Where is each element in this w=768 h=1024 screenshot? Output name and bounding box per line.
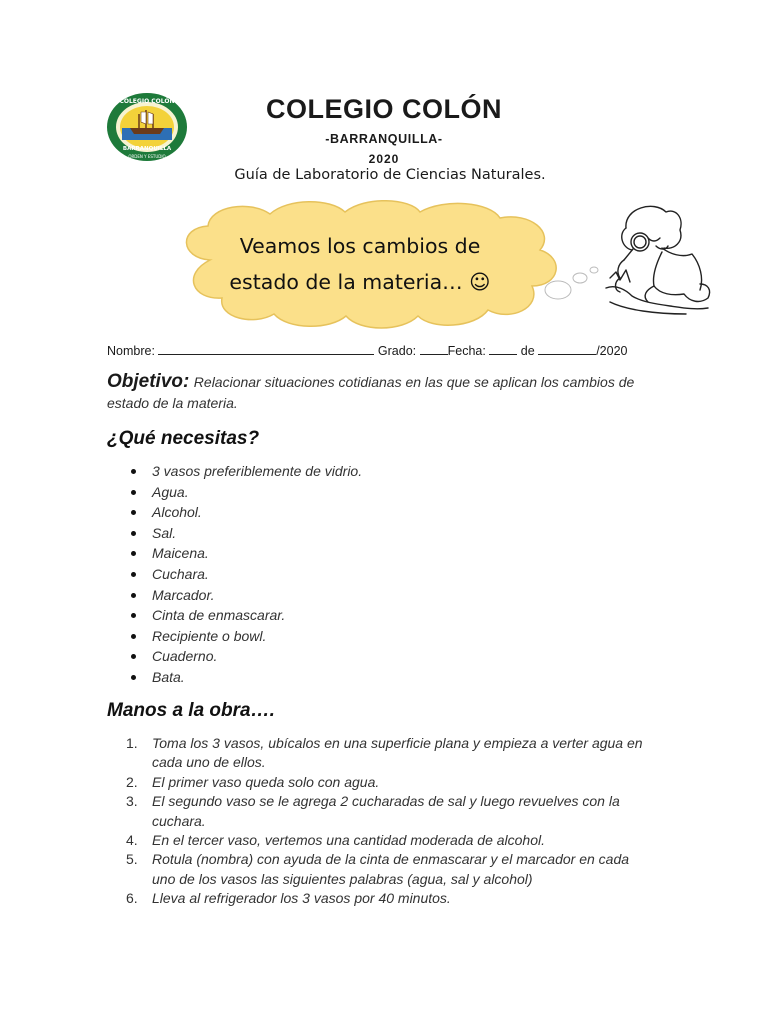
- cloud-text-line-1: Veamos los cambios de: [239, 234, 481, 258]
- step-text: El segundo vaso se le agrega 2 cucharadas de sal y luego revuelves con la cuchara.: [152, 793, 620, 829]
- step-item: [126, 734, 646, 773]
- list-item: Marcador.: [130, 585, 362, 606]
- step-number: 2.: [126, 773, 138, 790]
- step-item: [126, 850, 646, 889]
- grade-label: Grado:: [377, 344, 417, 358]
- guide-title: Guía de Laboratorio de Ciencias Naturales.: [234, 167, 546, 183]
- kid-magnifier-illustration: [596, 198, 716, 320]
- step-text: Rotula (nombra) con ayuda de la cinta de enmascarar y el marcador en cada uno de los vasos las siguientes palabras (agua, sal y alcohol): [152, 851, 630, 887]
- procedure-heading: Manos a la obra….: [107, 700, 275, 721]
- step-text: Toma los 3 vasos, ubícalos en una superficie plana y empieza a verter agua en cada uno de ellos.: [152, 735, 643, 771]
- logo-motto-text: ORDEN Y ESTUDIO: [128, 154, 166, 159]
- list-item: Cinta de enmascarar.: [130, 605, 362, 626]
- objective-label: Objetivo:: [107, 371, 190, 392]
- step-item: [126, 831, 646, 850]
- day-field[interactable]: [489, 343, 517, 355]
- month-field[interactable]: [538, 343, 596, 355]
- step-text: En el tercer vaso, vertemos una cantidad moderada de alcohol.: [152, 832, 546, 849]
- grade-field[interactable]: [420, 343, 448, 355]
- materials-list: [130, 461, 362, 688]
- objective: [107, 371, 667, 414]
- school-year: 2020: [368, 152, 400, 166]
- objective-text: Relacionar situaciones cotidianas en las que se aplican los cambios de estado de la materia.: [107, 374, 635, 411]
- year-suffix: /2020: [596, 344, 628, 358]
- list-item: Agua.: [130, 482, 362, 503]
- cloud-text-line-2: estado de la materia… ☺: [229, 270, 491, 294]
- list-item: Maicena.: [130, 543, 362, 564]
- step-item: [126, 792, 646, 831]
- name-field[interactable]: [158, 343, 374, 355]
- procedure-steps: [126, 734, 646, 909]
- step-text: El primer vaso queda solo con agua.: [152, 773, 380, 790]
- step-item: [126, 773, 646, 792]
- logo-bottom-text: BARRANQUILLA: [122, 146, 172, 152]
- de-label: de: [520, 344, 535, 358]
- step-number: 6.: [126, 890, 138, 907]
- step-number: 5.: [126, 851, 138, 868]
- step-item: [126, 889, 646, 908]
- step-number: 3.: [126, 793, 138, 810]
- date-label: Fecha:: [447, 344, 486, 358]
- list-item: 3 vasos preferiblemente de vidrio.: [130, 461, 362, 482]
- list-item: Cuchara.: [130, 564, 362, 585]
- step-text: Lleva al refrigerador los 3 vasos por 40 minutos.: [152, 890, 451, 907]
- school-city: -BARRANQUILLA-: [325, 132, 443, 146]
- logo-top-text: COLEGIO COLÓN: [119, 98, 175, 105]
- list-item: Cuaderno.: [130, 646, 362, 667]
- student-form-line: [107, 343, 627, 358]
- cloud-text: [200, 228, 520, 300]
- materials-heading: ¿Qué necesitas?: [107, 428, 260, 449]
- school-name: COLEGIO COLÓN: [266, 94, 502, 124]
- step-number: 1.: [126, 735, 138, 751]
- step-number: 4.: [126, 832, 138, 849]
- list-item: Recipiente o bowl.: [130, 626, 362, 647]
- list-item: Bata.: [130, 667, 362, 688]
- list-item: Sal.: [130, 523, 362, 544]
- list-item: Alcohol.: [130, 502, 362, 523]
- name-label: Nombre:: [107, 344, 155, 358]
